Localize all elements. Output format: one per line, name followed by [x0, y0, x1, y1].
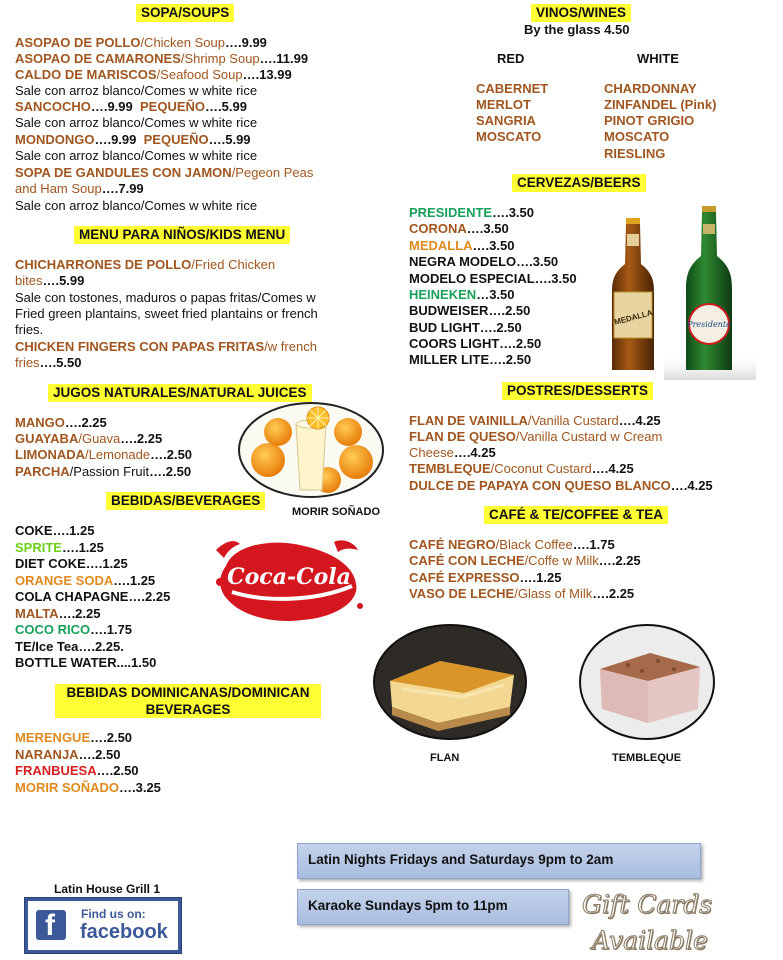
item-price: ….2.50: [149, 464, 192, 479]
facebook-icon-letter: f: [45, 909, 55, 942]
menu-item-tembleque: [409, 461, 634, 477]
menu-item-beverage: [15, 540, 104, 556]
menu-item-chicharrones-cont: [15, 273, 84, 289]
item-price: ….4.25: [453, 445, 496, 460]
item-price: ….1.75: [572, 537, 615, 552]
facebook-icon: [36, 910, 66, 940]
menu-item-chicharrones: [15, 257, 275, 273]
item-price: ….1.25: [113, 573, 156, 588]
item-name: CORONA: [409, 221, 467, 236]
item-translation: /Black Coffee: [495, 537, 573, 552]
item-translation: fries: [15, 355, 40, 370]
item-price: ….5.50: [39, 355, 82, 370]
item-price: ….2.25: [64, 415, 107, 430]
item-price: ….2.25: [58, 606, 101, 621]
item-price: …3.50: [476, 287, 515, 302]
item-name: BOTTLE WATER: [15, 655, 117, 670]
menu-item-gandules: [15, 165, 313, 181]
item-translation: /Seafood Soup: [156, 67, 243, 82]
item-price: ….3.50: [466, 221, 509, 236]
rice-note: Sale con arroz blanco/Comes w white rice: [15, 198, 258, 213]
dominican-header-line2: BEVERAGES: [145, 702, 231, 717]
gift-cards-line1: Gift Cards: [582, 890, 713, 919]
item-name: VASO DE LECHE: [409, 586, 515, 601]
item-name: CAFÉ NEGRO: [409, 537, 496, 552]
kids-header: MENU PARA NIÑOS/KIDS MENU: [74, 226, 290, 244]
wine-red-item: MOSCATO: [476, 129, 542, 144]
menu-item-guayaba: [15, 431, 162, 447]
item-translation: /Lemonade: [85, 447, 151, 462]
karaoke-banner: Karaoke Sundays 5pm to 11pm: [297, 889, 569, 925]
menu-item-dominican: [15, 763, 139, 779]
item-small-label: PEQUEÑO: [140, 99, 206, 114]
coca-cola-wordmark: Coca-Cola: [227, 564, 351, 590]
menu-item-beer: [409, 303, 530, 319]
item-name: COORS LIGHT: [409, 336, 500, 351]
item-name: FLAN DE QUESO: [409, 429, 516, 444]
item-name: ASOPAO DE POLLO: [15, 35, 141, 50]
item-name: MERENGUE: [15, 730, 91, 745]
menu-item-mango: [15, 415, 107, 431]
beverages-header: BEBIDAS/BEVERAGES: [106, 492, 265, 510]
wines-header: VINOS/WINES: [531, 4, 631, 22]
menu-item-beverage: [15, 655, 156, 671]
menu-item-beer: [409, 271, 577, 287]
item-price: ….9.99: [90, 99, 133, 114]
item-price: ….1.25: [85, 556, 128, 571]
desserts-header: POSTRES/DESSERTS: [502, 382, 653, 400]
item-translation: and Ham Soup: [15, 181, 102, 196]
menu-item-mondongo: [15, 132, 251, 148]
item-name: MORIR SOÑADO: [15, 780, 119, 795]
rice-note: Sale con arroz blanco/Comes w white rice: [15, 115, 258, 130]
item-price: ….3.50: [492, 205, 534, 220]
item-price: ....1.50: [116, 655, 157, 670]
item-name: CHICHARRONES DE POLLO: [15, 257, 192, 272]
menu-item-beer: [409, 238, 514, 254]
menu-item-coffee: [409, 537, 615, 553]
item-price: ….2.50: [488, 303, 531, 318]
menu-item-beer: [409, 205, 534, 221]
item-name: MILLER LITE: [409, 352, 490, 367]
wine-white-item: CHARDONNAY: [604, 81, 697, 96]
menu-item-caldo-mariscos: [15, 67, 292, 83]
item-name: TE/Ice Tea: [15, 639, 79, 654]
wine-white-item: RIESLING: [604, 146, 666, 161]
item-price: ….9.99: [94, 132, 137, 147]
menu-item-beer: [409, 287, 515, 303]
item-translation: /Vanilla Custard: [527, 413, 619, 428]
item-price: ….2.25: [598, 553, 641, 568]
item-price: ….3.50: [534, 271, 577, 286]
menu-item-beer: [409, 221, 509, 237]
item-name: GUAYABA: [15, 431, 79, 446]
item-translation: /Shrimp Soup: [180, 51, 260, 66]
item-translation: /Chicken Soup: [140, 35, 225, 50]
menu-item-beverage: [15, 639, 124, 655]
coffee-header: CAFÉ & TE/COFFEE & TEA: [484, 506, 668, 524]
facebook-badge[interactable]: [24, 897, 182, 954]
item-name: CALDO DE MARISCOS: [15, 67, 157, 82]
wine-white-item: PINOT GRIGIO: [604, 113, 695, 128]
item-name: CAFÉ CON LECHE: [409, 553, 525, 568]
item-price: ….3.50: [472, 238, 515, 253]
wine-white-item: MOSCATO: [604, 129, 670, 144]
coca-cola-logo: [214, 536, 364, 626]
kids-note: Sale con tostones, maduros o papas fritas/Comes w: [15, 290, 316, 305]
item-price: ….2.50: [96, 763, 139, 778]
dominican-header-line1: BEBIDAS DOMINICANAS/DOMINICAN: [66, 685, 310, 700]
tembleque-photo: [578, 623, 716, 741]
latin-nights-banner: Latin Nights Fridays and Saturdays 9pm to 2am: [297, 843, 701, 879]
item-name: COLA CHAPAGNE: [15, 589, 129, 604]
menu-item-beverage: [15, 589, 170, 605]
menu-item-flan-queso: [409, 429, 662, 445]
wine-white-item: ZINFANDEL (Pink): [604, 97, 717, 112]
item-price: ….1.25: [52, 523, 95, 538]
item-translation: /Fried Chicken: [191, 257, 276, 272]
item-price: ….4.25: [591, 461, 634, 476]
soups-header: SOPA/SOUPS: [136, 4, 234, 22]
item-small-price: ….5.99: [205, 99, 247, 114]
item-price: ….2.25: [592, 586, 635, 601]
item-name: SANCOCHO: [15, 99, 91, 114]
rice-note: Sale con arroz blanco/Comes w white rice: [15, 83, 258, 98]
kids-note: fries.: [15, 322, 44, 337]
wine-red-item: CABERNET: [476, 81, 549, 96]
item-name: COCO RICO: [15, 622, 91, 637]
item-translation: /Guava: [78, 431, 121, 446]
item-name: MALTA: [15, 606, 59, 621]
morir-sonado-photo: [238, 402, 384, 498]
item-price: ….1.25: [519, 570, 562, 585]
item-price: ….2.50: [150, 447, 193, 462]
item-price: ….5.99: [42, 273, 85, 288]
item-name: TEMBLEQUE: [409, 461, 491, 476]
morir-sonado-caption: MORIR SOÑADO: [292, 506, 380, 518]
flan-photo: [372, 623, 528, 741]
item-price: ….11.99: [259, 51, 309, 66]
item-price: ….3.50: [516, 254, 559, 269]
medalla-bottle-label: MEDALLA: [613, 308, 654, 327]
menu-item-flan-vainilla: [409, 413, 661, 429]
menu-item-dominican: [15, 730, 132, 746]
menu-item-beverage: [15, 523, 94, 539]
menu-item-asopao-camarones: [15, 51, 308, 67]
menu-item-dulce-papaya: [409, 478, 713, 494]
item-name: NEGRA MODELO: [409, 254, 517, 269]
item-name: DIET COKE: [15, 556, 86, 571]
item-price: ….9.99: [225, 35, 267, 50]
flan-caption: FLAN: [430, 752, 460, 764]
menu-item-flan-queso-cont: [409, 445, 496, 461]
item-price: ….4.25: [670, 478, 713, 493]
wines-white-label: WHITE: [637, 51, 679, 66]
menu-item-beverage: [15, 556, 128, 572]
item-small-price: ….5.99: [208, 132, 251, 147]
dominican-header: [55, 684, 321, 718]
gift-cards-line2: Available: [592, 926, 708, 955]
menu-item-asopao-pollo: [15, 35, 267, 51]
item-translation: /Vanilla Custard w Cream: [515, 429, 663, 444]
item-name: MONDONGO: [15, 132, 95, 147]
menu-item-sancocho: [15, 99, 247, 115]
item-name: MANGO: [15, 415, 65, 430]
gift-cards-text: [578, 890, 728, 956]
item-name: BUDWEISER: [409, 303, 489, 318]
menu-item-gandules-cont: [15, 181, 144, 197]
item-price: ….4.25: [618, 413, 661, 428]
item-price: ….3.25: [119, 780, 161, 795]
item-price: ….2.25.: [78, 639, 124, 654]
item-translation: /Pegeon Peas: [231, 165, 314, 180]
item-price: ….2.25: [128, 589, 171, 604]
item-name: ORANGE SODA: [15, 573, 114, 588]
menu-item-coffee: [409, 586, 634, 602]
find-us-text: Find us on:: [81, 907, 146, 921]
menu-item-dominican: [15, 747, 120, 763]
wine-red-item: MERLOT: [476, 97, 531, 112]
item-name: PARCHA: [15, 464, 70, 479]
item-price: ….13.99: [242, 67, 292, 82]
item-translation: /Coconut Custard: [490, 461, 592, 476]
menu-item-beer: [409, 320, 522, 336]
item-price: ….2.25: [120, 431, 163, 446]
wines-by-glass: By the glass 4.50: [524, 22, 630, 37]
item-price: ….2.50: [489, 352, 532, 367]
wine-red-item: SANGRIA: [476, 113, 536, 128]
item-name: MEDALLA: [409, 238, 473, 253]
item-translation: /Glass of Milk: [514, 586, 593, 601]
menu-item-parcha: [15, 464, 191, 480]
item-translation: Cheese: [409, 445, 454, 460]
item-name: COKE: [15, 523, 53, 538]
item-translation: bites: [15, 273, 43, 288]
item-name: FLAN DE VAINILLA: [409, 413, 528, 428]
item-name: CHICKEN FINGERS CON PAPAS FRITAS: [15, 339, 265, 354]
item-name: LIMONADA: [15, 447, 86, 462]
wines-red-label: RED: [497, 51, 525, 66]
tembleque-caption: TEMBLEQUE: [612, 752, 682, 764]
item-price: ….1.75: [90, 622, 133, 637]
item-price: ….2.50: [479, 320, 522, 335]
beers-header: CERVEZAS/BEERS: [512, 174, 646, 192]
menu-item-limonada: [15, 447, 192, 463]
item-name: HEINEKEN: [409, 287, 477, 302]
presidente-bottle-label: Presidente: [687, 320, 731, 329]
facebook-wordmark: facebook: [80, 921, 168, 943]
item-name: BUD LIGHT: [409, 320, 480, 335]
item-price: ….2.50: [499, 336, 542, 351]
item-small-label: PEQUEÑO: [143, 132, 209, 147]
item-translation: /Coffe w Milk: [524, 553, 599, 568]
item-name: MODELO ESPECIAL: [409, 271, 535, 286]
menu-item-beverage: [15, 606, 100, 622]
item-name: ASOPAO DE CAMARONES: [15, 51, 181, 66]
item-price: ….2.50: [78, 747, 121, 762]
item-translation: /Passion Fruit: [69, 464, 150, 479]
item-price: ….1.25: [61, 540, 104, 555]
menu-item-chicken-fingers: [15, 339, 317, 355]
item-name: FRANBUESA: [15, 763, 97, 778]
item-name: SOPA DE GANDULES CON JAMON: [15, 165, 232, 180]
menu-item-coffee: [409, 570, 561, 586]
rice-note: Sale con arroz blanco/Comes w white rice: [15, 148, 258, 163]
item-price: ….2.50: [90, 730, 133, 745]
menu-item-beer: [409, 336, 541, 352]
item-translation: /w french: [264, 339, 317, 354]
juices-header: JUGOS NATURALES/NATURAL JUICES: [48, 384, 312, 402]
item-name: CAFÉ EXPRESSO: [409, 570, 520, 585]
item-price: ….7.99: [101, 181, 144, 196]
menu-item-beverage: [15, 573, 155, 589]
item-name: SPRITE: [15, 540, 62, 555]
menu-item-beer: [409, 254, 558, 270]
menu-item-coffee: [409, 553, 641, 569]
item-name: PRESIDENTE: [409, 205, 493, 220]
menu-item-dominican: [15, 780, 161, 796]
menu-item-beverage: [15, 622, 132, 638]
item-name: DULCE DE PAPAYA CON QUESO BLANCO: [409, 478, 671, 493]
restaurant-name: Latin House Grill 1: [54, 882, 161, 896]
item-name: NARANJA: [15, 747, 79, 762]
beer-bottles-photo: [606, 204, 756, 380]
menu-item-beer: [409, 352, 531, 368]
menu-item-chicken-fingers-cont: [15, 355, 81, 371]
kids-note: Fried green plantains, sweet fried plantains or french: [15, 306, 318, 321]
